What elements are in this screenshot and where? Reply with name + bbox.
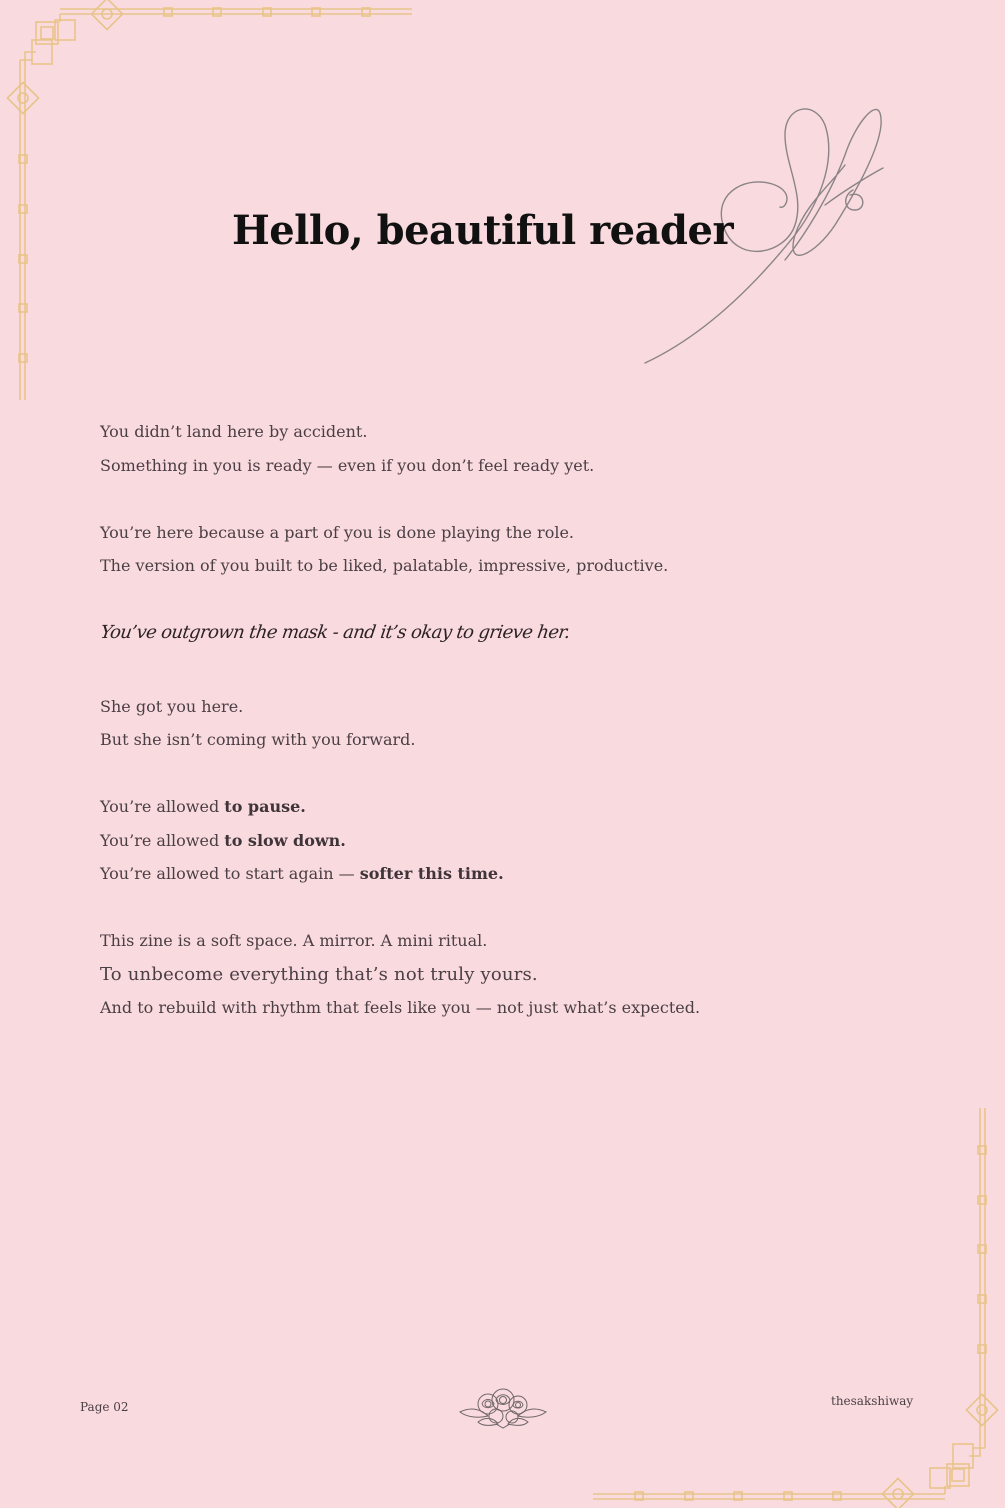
rose-bouquet-icon xyxy=(458,1384,548,1430)
line-emphasis: softer this time. xyxy=(359,864,504,883)
line-prefix: You’re allowed xyxy=(100,797,225,816)
paragraph-4-line-1 xyxy=(100,790,920,824)
line-prefix: You’re allowed xyxy=(100,830,225,850)
paragraph-4-line-3 xyxy=(100,857,920,891)
paragraph-5-line-2: To unbecome everything that’s not truly yours. xyxy=(100,963,538,985)
paragraph-3-line-2: But she isn’t coming with you forward. xyxy=(100,730,416,749)
line-emphasis: to slow down. xyxy=(224,830,346,850)
page-number: Page 02 xyxy=(80,1400,129,1414)
body-text xyxy=(100,415,920,1025)
line-emphasis: to pause. xyxy=(224,797,306,816)
gold-corner-ornament-top-left-icon xyxy=(0,0,420,410)
paragraph-3-line-1: She got you here. xyxy=(100,696,244,716)
paragraph-4-line-2 xyxy=(100,824,920,858)
paragraph-1-line-1: You didn’t land here by accident. xyxy=(100,422,368,441)
line-prefix: You’re allowed to start again — xyxy=(100,864,360,883)
gold-corner-ornament-bottom-right-icon xyxy=(585,1098,1005,1508)
paragraph-5-line-3: And to rebuild with rhythm that feels like you — not just what’s expected. xyxy=(100,998,701,1017)
page-title: Hello, beautiful reader xyxy=(231,207,734,254)
paragraph-2-line-1: You’re here because a part of you is done playing the role. xyxy=(100,522,575,542)
script-line: You’ve outgrown the mask - and it’s okay to grieve her. xyxy=(99,622,572,643)
paragraph-1-line-2: Something in you is ready — even if you don’t feel ready yet. xyxy=(100,455,595,475)
paragraph-5-line-1: This zine is a soft space. A mirror. A mini ritual. xyxy=(100,931,488,950)
paragraph-2-line-2: The version of you built to be liked, palatable, impressive, productive. xyxy=(100,556,669,575)
brand-handle: thesakshiway xyxy=(831,1394,914,1408)
